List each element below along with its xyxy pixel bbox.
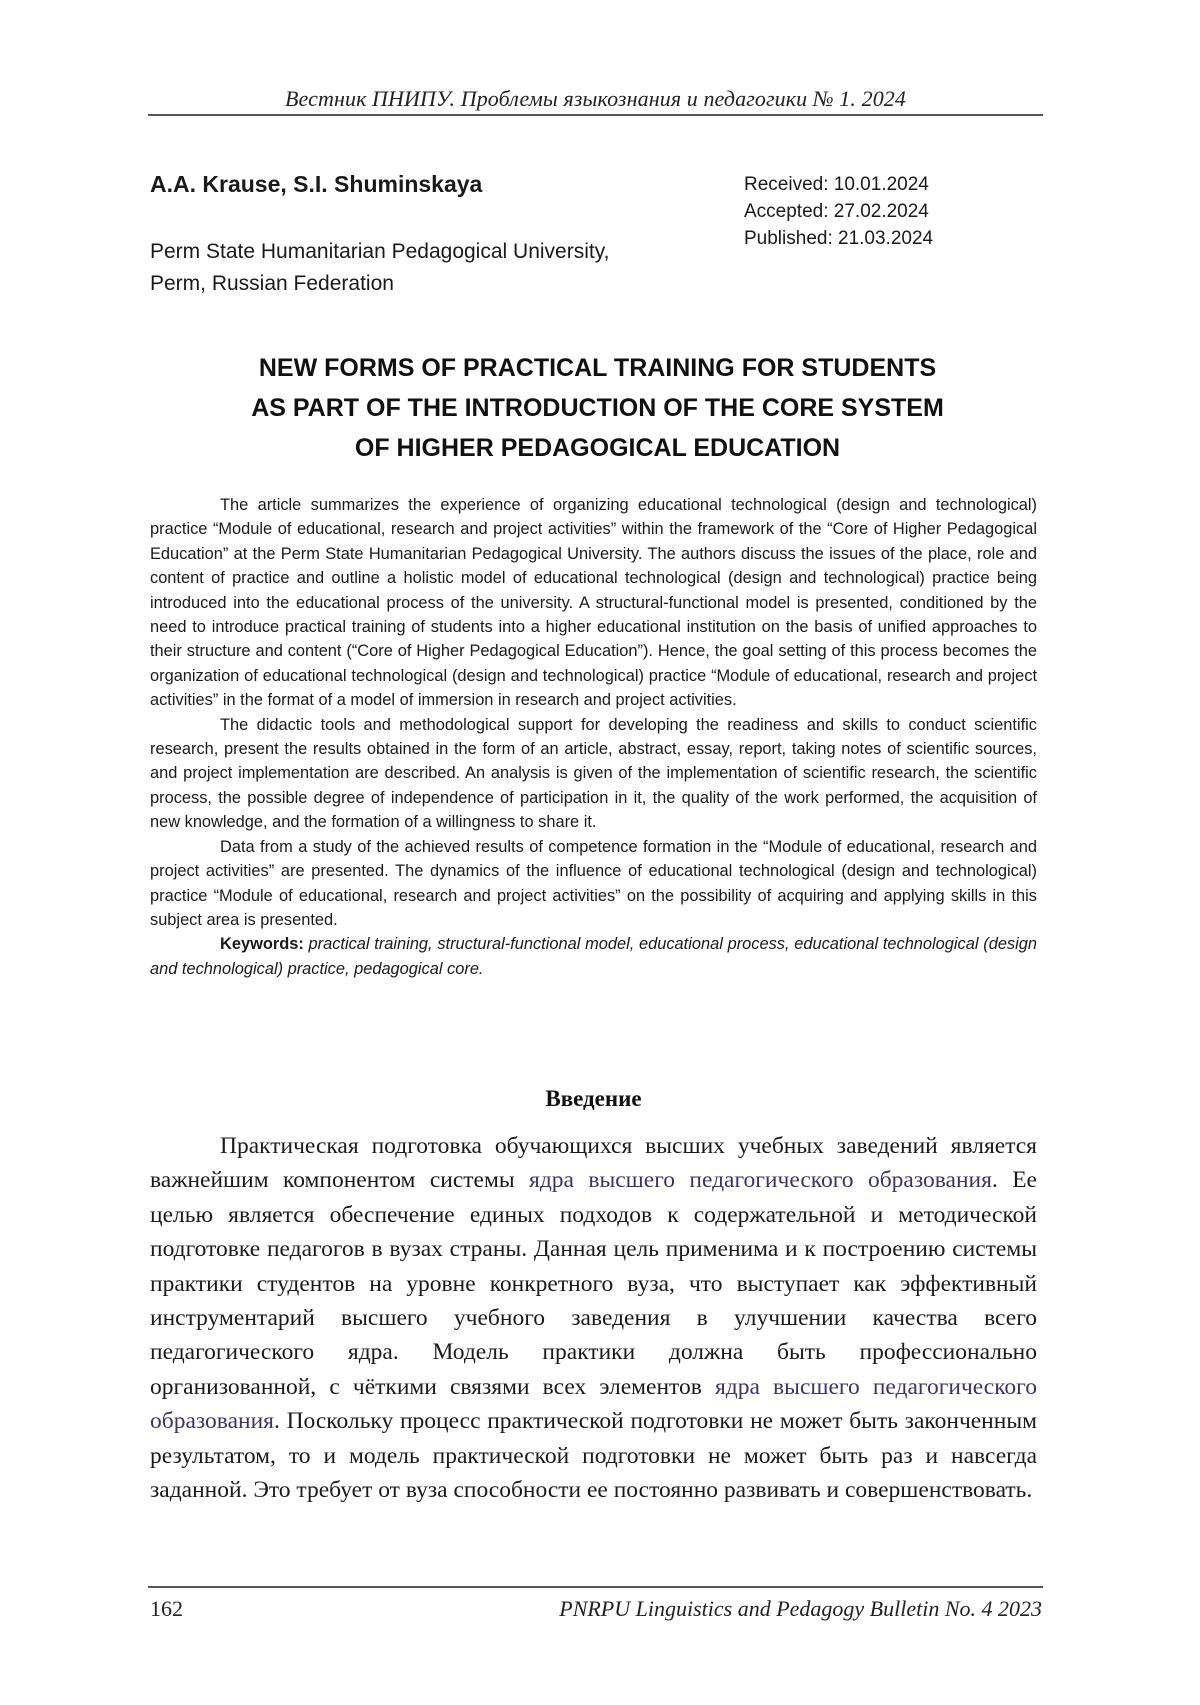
running-head: Вестник ПНИПУ. Проблемы языкознания и педагогики № 1. 2024	[284, 86, 906, 111]
published-date: Published: 21.03.2024	[744, 228, 934, 249]
intro-text: Практическая подготовка обучающихся высших учебных заведений является важнейшим компонентом системы	[150, 1133, 1037, 1194]
page-number: 162	[150, 1596, 183, 1621]
abstract-paragraph: The article summarizes the experience of organizing educational technological (design and technological) practice “Module of educational, research and project activities” within the framework of the “Core of Higher Pedagogical Education” at the Perm State Humanitarian Pedagogical University. The authors discuss the issues of the place, role and content of practice and outline a holistic model of educational technological (design and technological) practice being introduced into the educational process of the university. A structural-functional model is presented, conditioned by the need to introduce practical training of students into a higher educational institution on the basis of unified approaches to their structure and content (“Core of Higher Pedagogical Education”). Hence, the goal setting of this process becomes the organization of educational technological (design and technological) practice “Module of educational, research and project activities” in the format of a model of immersion in research and project activities.	[150, 496, 1037, 710]
publication-dates	[744, 171, 933, 252]
running-foot: PNRPU Linguistics and Pedagogy Bulletin No. 4 2023	[559, 1596, 1042, 1621]
keywords-text: practical training, structural-functional model, educational process, educational technological (design and technological) practice, pedagogical core.	[150, 935, 1037, 978]
intro-text: . Поскольку процесс практической подготовки не может быть законченным результатом, то и модель практической подготовки не может быть раз и навсегда заданной. Это требует от вуза способности ее постоянно развивать и совершенствовать.	[150, 1408, 1037, 1504]
affiliation-line-2: Perm, Russian Federation	[150, 272, 394, 295]
accepted-date: Accepted: 27.02.2024	[744, 201, 929, 222]
received-date: Received: 10.01.2024	[744, 174, 929, 195]
abstract-paragraph: Data from a study of the achieved results of competence formation in the “Module of educational, research and project activities” are presented. The dynamics of the influence of educational technological (design and technological) practice “Module of educational, research and project activities” on the possibility of acquiring and applying skills in this subject area is presented.	[150, 837, 1037, 929]
affiliation	[150, 236, 710, 300]
footer-rule	[148, 1586, 1043, 1588]
affiliation-line-1: Perm State Humanitarian Pedagogical University,	[150, 240, 610, 263]
authors: A.A. Krause, S.I. Shuminskaya	[150, 171, 483, 197]
abstract	[150, 493, 1037, 981]
keywords	[150, 932, 1037, 981]
abstract-paragraph: The didactic tools and methodological support for developing the readiness and skills to conduct scientific research, present the results obtained in the form of an article, abstract, essay, report, taking notes of scientific sources, and project implementation are described. An analysis is given of the implementation of scientific research, the scientific process, the possible degree of independence of participation in it, the quality of the work performed, the acquisition of new knowledge, and the formation of a willingness to share it.	[150, 715, 1037, 832]
title-line-2: AS PART OF THE INTRODUCTION OF THE CORE SYSTEM	[251, 394, 944, 422]
core-education-link[interactable]: ядра высшего педагогического образования	[150, 1373, 1037, 1435]
keywords-label: Keywords:	[220, 935, 304, 954]
section-heading-introduction: Введение	[545, 1086, 642, 1111]
core-education-link[interactable]: ядра высшего педагогического образования	[529, 1167, 992, 1194]
introduction-paragraph	[150, 1129, 1037, 1507]
header-rule	[148, 114, 1043, 116]
introduction-body	[150, 1129, 1037, 1507]
article-title	[150, 348, 1045, 468]
title-line-1: NEW FORMS OF PRACTICAL TRAINING FOR STUDENTS	[258, 354, 937, 382]
intro-text: . Ее целью является обеспечение единых подходов к содержательной и методической подготовке педагогов в вузах страны. Данная цель применима и к построению системы практики студентов на уровне конкретного вуза, что выступает как эффективный инструментарий высшего учебного заведения в улучшении качества всего педагогического ядра. Модель практики должна быть профессионально организованной, с чёткими связями всех элементов	[150, 1167, 1037, 1400]
title-line-3: OF HIGHER PEDAGOGICAL EDUCATION	[354, 434, 841, 462]
